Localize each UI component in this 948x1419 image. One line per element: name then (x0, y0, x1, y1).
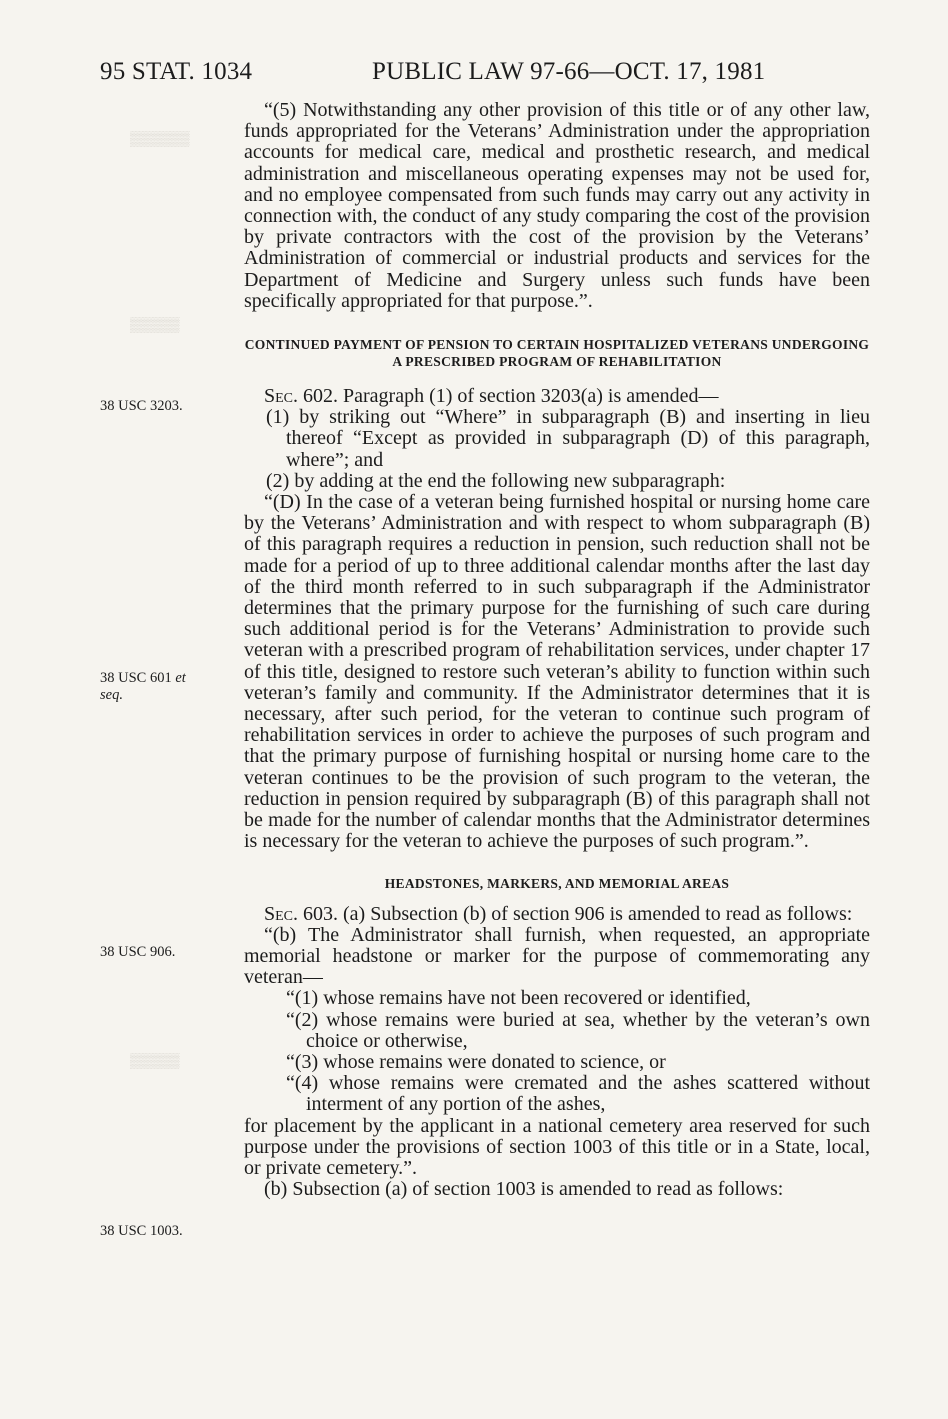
section-intro-text: Paragraph (1) of section 3203(a) is amended— (343, 385, 719, 408)
subsection-b: “(b) The Administrator shall furnish, when requested, an appropriate memorial headstone or marker for the purpose of commemorating any veteran— (244, 923, 870, 989)
margin-citation-38-usc-3203: 38 USC 3203. (100, 398, 183, 414)
clause-3: “(3) whose remains were donated to science, or (286, 1050, 666, 1073)
section-602-intro (244, 386, 870, 407)
margin-citation-italic: et (175, 670, 186, 686)
closing-text: for placement by the applicant in a national cemetery area reserved for such purpose under the provisions of section 1003 of this title or in a State, local, or private cemetery.”. (244, 1114, 870, 1179)
subparagraph-d: “(D) In the case of a veteran being furnished hospital or nursing home care by the Veterans’ Administration and with respect to whom subparagraph (B) of this paragraph requires a reduction in pension, such reduction shall not be made for a period of up to three additional calendar months after the last day of the third month referred to in such subparagraph if the Administrator determines that the primary purpose for the furnishing of such care during such additional period is for the Veterans’ Administration to provide such veteran with a prescribed program of rehabilitation services, under chapter 17 of this title, designed to restore such veteran’s ability to function within such veteran’s family and community. If the Administrator determines that it is necessary, after such period, for the veteran to continue such program of rehabilitation services in order to achieve the purposes of such program and that the primary purpose of furnishing hospital or nursing home care to the veteran continues to be the provision of such program to the veteran, the reduction in pension required by subparagraph (B) of this paragraph shall not be made for the number of calendar months that the Administrator determines is necessary for the veteran to achieve the purposes of such program.”. (244, 491, 870, 853)
section-label: Sec. 602. (264, 385, 339, 408)
section-602-heading: CONTINUED PAYMENT OF PENSION TO CERTAIN HOSPITALIZED VETERANS UNDERGOING A PRESCRIBED PROGRAM OF REHABILITATION (244, 337, 870, 370)
section-602-item-2: (2) by adding at the end the following new subparagraph: (266, 469, 726, 492)
page-stat-citation: 95 STAT. 1034 (100, 58, 253, 85)
clause-1: “(1) whose remains have not been recovered or identified, (286, 987, 751, 1010)
clause-4: “(4) whose remains were cremated and the ashes scattered without interment of any portion of the ashes, (286, 1072, 870, 1116)
section-603-intro (244, 904, 870, 925)
section-602-item-1: (1) by striking out “Where” in subparagraph (B) and inserting in lieu thereof “Except as provided in subparagraph (D) of this paragraph, where”; and (266, 406, 870, 471)
margin-citation-italic: seq. (100, 687, 123, 703)
section-intro-text: (a) Subsection (b) of section 906 is amended to read as follows: (343, 902, 853, 925)
main-text-column (244, 100, 870, 1200)
margin-citation-38-usc-906: 38 USC 906. (100, 944, 176, 960)
bleed-through-mark: ▒▒▒▒▒ (130, 1054, 180, 1069)
section-603-heading: HEADSTONES, MARKERS, AND MEMORIAL AREAS (384, 875, 730, 891)
section-label: Sec. 603. (264, 902, 339, 925)
paragraph-5: “(5) Notwithstanding any other provision of this title or of any other law, funds appropriated for the Veterans’ Administration under the appropriation accounts for medical care, medical and prosthetic research, and medical administration and miscellaneous operating expenses may not be used for, and no employee compensated from such funds may carry out any activity in connection with, the conduct of any study comparing the cost of the provision by private contractors with the cost of the provision by the Veterans’ Administration of commercial or industrial products and services for the Department of Medicine and Surgery unless such funds have been specifically appropriated for that purpose.”. (244, 99, 870, 312)
public-law-title: PUBLIC LAW 97-66—OCT. 17, 1981 (372, 58, 766, 85)
clause-2: “(2) whose remains were buried at sea, whether by the veteran’s own choice or otherwise, (286, 1008, 870, 1052)
subsection-a-amendment: (b) Subsection (a) of section 1003 is amended to read as follows: (264, 1178, 784, 1201)
bleed-through-mark: ▒▒▒▒▒▒ (130, 132, 190, 147)
margin-citation-38-usc-1003: 38 USC 1003. (100, 1223, 183, 1239)
margin-citation-text: 38 USC 601 (100, 670, 172, 686)
margin-citation-38-usc-601 (100, 670, 186, 704)
bleed-through-mark: ▒▒▒▒▒ (130, 318, 180, 333)
